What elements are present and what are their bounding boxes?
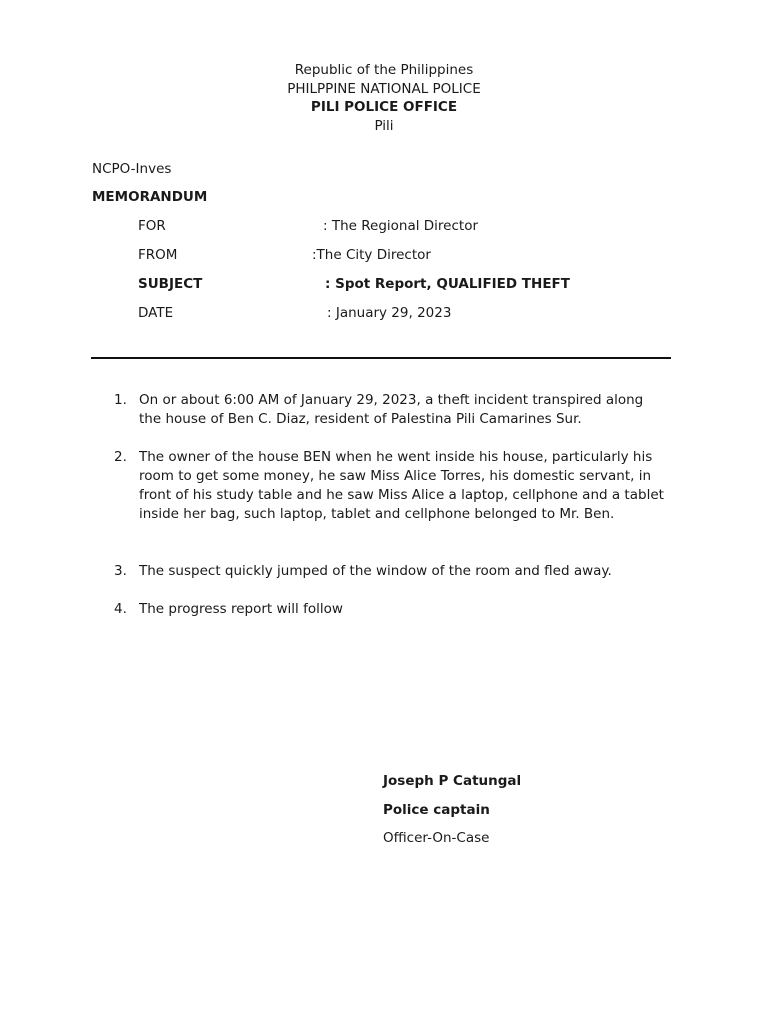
letterhead-republic: Republic of the Philippines <box>294 62 474 78</box>
report-item <box>114 600 674 619</box>
report-item-line: front of his study table and he saw Miss Alice a laptop, cellphone and a tablet <box>139 487 664 503</box>
signatory-rank: Police captain <box>383 802 490 818</box>
letterhead-agency: PHILPPINE NATIONAL POLICE <box>287 80 481 97</box>
letterhead <box>0 61 768 135</box>
memo-for-label: FOR <box>138 218 166 234</box>
header-divider <box>91 357 671 359</box>
report-item-text <box>139 391 674 429</box>
memo-for-value: : The Regional Director <box>323 218 478 234</box>
memo-reference: NCPO-Inves <box>92 161 172 177</box>
report-item-number: 3. <box>114 563 127 579</box>
memo-subject-value: : Spot Report, QUALIFIED THEFT <box>325 276 570 292</box>
report-item-number: 2. <box>114 449 127 465</box>
memo-from-value: :The City Director <box>312 247 431 263</box>
memo-from-label: FROM <box>138 247 178 263</box>
report-item <box>114 391 674 429</box>
report-item-line: The owner of the house BEN when he went inside his house, particularly his <box>139 449 653 465</box>
report-item-text <box>139 448 674 524</box>
report-item <box>114 448 674 524</box>
report-item-line: The progress report will follow <box>139 601 343 617</box>
report-item-line: room to get some money, he saw Miss Alice Torres, his domestic servant, in <box>139 468 652 484</box>
report-item-number: 1. <box>114 392 127 408</box>
report-item-number: 4. <box>114 601 127 617</box>
memo-date-label: DATE <box>138 305 174 321</box>
report-item-text <box>139 562 674 581</box>
signatory-role: Officer-On-Case <box>383 830 490 846</box>
report-item-line: the house of Ben C. Diaz, resident of Palestina Pili Camarines Sur. <box>139 411 582 427</box>
letterhead-office: PILI POLICE OFFICE <box>310 99 458 115</box>
signatory-name: Joseph P Catungal <box>383 773 522 789</box>
report-item-line: On or about 6:00 AM of January 29, 2023, a theft incident transpired along <box>139 392 644 408</box>
letterhead-town: Pili <box>374 117 394 134</box>
report-item-line: The suspect quickly jumped of the window of the room and fled away. <box>139 563 612 579</box>
report-item-text <box>139 600 674 619</box>
memo-title: MEMORANDUM <box>92 189 208 205</box>
report-item-line: inside her bag, such laptop, tablet and cellphone belonged to Mr. Ben. <box>139 506 615 522</box>
report-item <box>114 562 674 581</box>
memo-date-value: : January 29, 2023 <box>327 305 452 321</box>
memo-subject-label: SUBJECT <box>138 276 203 292</box>
